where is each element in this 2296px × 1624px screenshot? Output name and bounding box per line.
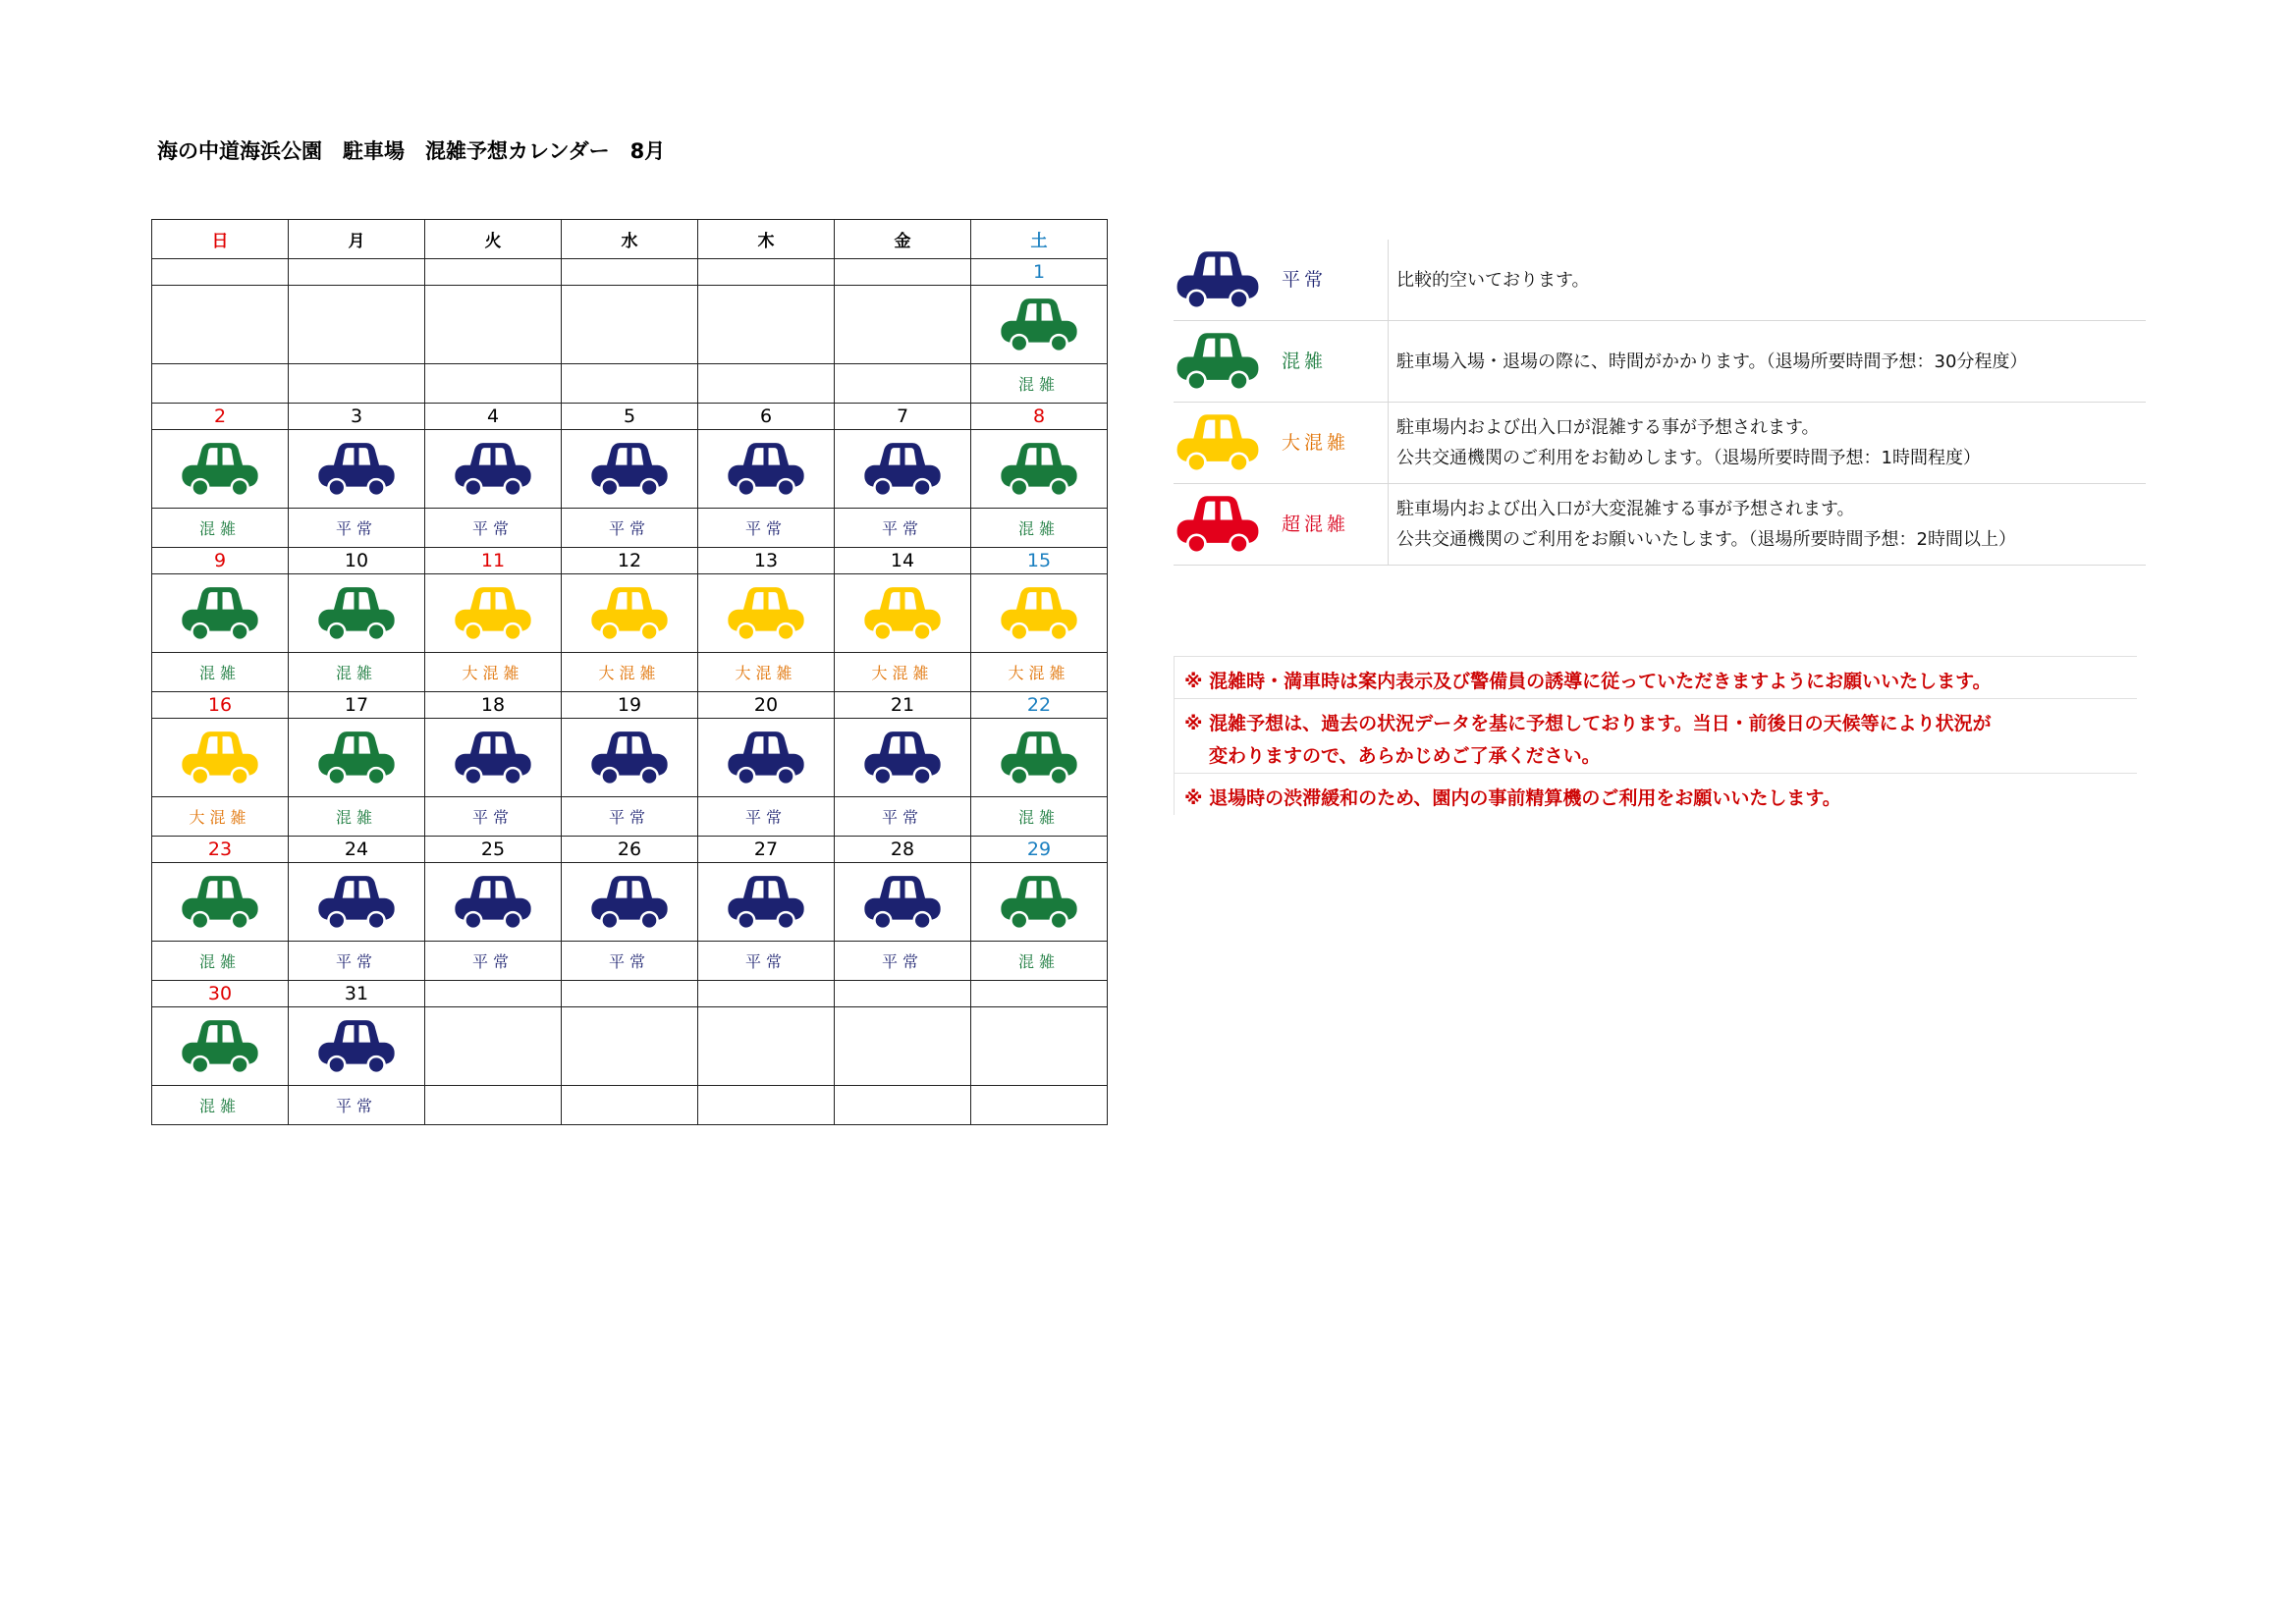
day-icon-cell bbox=[425, 719, 562, 797]
car-icon bbox=[725, 873, 807, 932]
legend-description-line: 駐車場入場・退場の際に、時間がかかります。（退場所要時間予想：30分程度） bbox=[1396, 351, 2028, 372]
day-number: 12 bbox=[562, 548, 698, 574]
day-icon-cell bbox=[289, 574, 425, 653]
day-number bbox=[425, 981, 562, 1007]
day-number: 22 bbox=[971, 692, 1108, 719]
day-icon-cell bbox=[971, 430, 1108, 509]
car-icon bbox=[452, 440, 534, 499]
calendar-table bbox=[151, 219, 1108, 1125]
day-status-label: 平常 bbox=[562, 797, 698, 837]
day-icon-cell bbox=[562, 863, 698, 942]
day-icon-cell bbox=[562, 286, 698, 364]
day-status-label bbox=[835, 1086, 971, 1125]
day-status-label: 平常 bbox=[562, 509, 698, 548]
car-icon bbox=[452, 729, 534, 787]
day-icon-cell bbox=[562, 719, 698, 797]
day-number: 11 bbox=[425, 548, 562, 574]
legend-description bbox=[1388, 240, 2143, 320]
icon-row bbox=[152, 574, 1108, 653]
car-icon bbox=[998, 296, 1080, 354]
day-status-label: 平常 bbox=[425, 942, 562, 981]
car-icon bbox=[179, 440, 261, 499]
day-status-label bbox=[425, 1086, 562, 1125]
car-icon bbox=[861, 584, 944, 643]
day-number: 7 bbox=[835, 404, 971, 430]
note-item bbox=[1175, 698, 2137, 773]
weekday-header-row bbox=[152, 220, 1108, 259]
day-icon-cell bbox=[835, 430, 971, 509]
status-row bbox=[152, 509, 1108, 548]
day-icon-cell bbox=[152, 863, 289, 942]
day-status-label: 混雑 bbox=[289, 653, 425, 692]
legend-icon bbox=[1174, 247, 1262, 312]
status-row bbox=[152, 1086, 1108, 1125]
day-status-label: 混雑 bbox=[971, 942, 1108, 981]
car-icon bbox=[179, 1017, 261, 1076]
day-icon-cell bbox=[289, 1007, 425, 1086]
day-number: 27 bbox=[698, 837, 835, 863]
day-icon-cell bbox=[289, 719, 425, 797]
weekday-header: 木 bbox=[698, 220, 835, 259]
day-status-label: 混雑 bbox=[152, 509, 289, 548]
day-status-label bbox=[152, 364, 289, 404]
day-status-label: 平常 bbox=[835, 509, 971, 548]
car-icon bbox=[315, 584, 398, 643]
day-number bbox=[425, 259, 562, 286]
day-number: 10 bbox=[289, 548, 425, 574]
icon-row bbox=[152, 430, 1108, 509]
car-icon bbox=[452, 584, 534, 643]
car-icon bbox=[315, 873, 398, 932]
day-number: 25 bbox=[425, 837, 562, 863]
car-icon bbox=[1174, 492, 1262, 557]
day-status-label bbox=[425, 364, 562, 404]
legend-icon bbox=[1174, 410, 1262, 475]
day-number: 20 bbox=[698, 692, 835, 719]
day-number: 18 bbox=[425, 692, 562, 719]
note-line: ※ 混雑時・満車時は案内表示及び警備員の誘導に従っていただきますようにお願いいたします。 bbox=[1184, 671, 1992, 692]
day-status-label: 平常 bbox=[698, 942, 835, 981]
legend-label: 平常 bbox=[1282, 269, 1328, 291]
day-number: 2 bbox=[152, 404, 289, 430]
car-icon bbox=[452, 873, 534, 932]
day-number bbox=[698, 259, 835, 286]
day-icon-cell bbox=[152, 286, 289, 364]
icon-row bbox=[152, 719, 1108, 797]
day-icon-cell bbox=[289, 430, 425, 509]
day-status-label bbox=[835, 364, 971, 404]
day-number bbox=[562, 981, 698, 1007]
day-number: 13 bbox=[698, 548, 835, 574]
day-number: 30 bbox=[152, 981, 289, 1007]
day-icon-cell bbox=[698, 430, 835, 509]
car-icon bbox=[588, 440, 671, 499]
day-number: 5 bbox=[562, 404, 698, 430]
day-status-label: 大混雑 bbox=[698, 653, 835, 692]
day-icon-cell bbox=[835, 863, 971, 942]
day-status-label: 混雑 bbox=[152, 942, 289, 981]
day-icon-cell bbox=[562, 574, 698, 653]
date-row bbox=[152, 548, 1108, 574]
legend-icon bbox=[1174, 492, 1262, 557]
legend-label: 大混雑 bbox=[1282, 432, 1350, 454]
day-number bbox=[698, 981, 835, 1007]
day-icon-cell bbox=[425, 286, 562, 364]
car-icon bbox=[861, 873, 944, 932]
day-icon-cell bbox=[698, 1007, 835, 1086]
day-status-label: 平常 bbox=[425, 509, 562, 548]
status-row bbox=[152, 942, 1108, 981]
legend-description bbox=[1388, 403, 2143, 483]
day-icon-cell bbox=[152, 1007, 289, 1086]
day-icon-cell bbox=[698, 719, 835, 797]
day-icon-cell bbox=[971, 863, 1108, 942]
car-icon bbox=[1174, 410, 1262, 475]
day-number: 8 bbox=[971, 404, 1108, 430]
day-icon-cell bbox=[835, 574, 971, 653]
car-icon bbox=[315, 440, 398, 499]
congestion-legend bbox=[1174, 240, 2146, 566]
legend-description-line: 比較的空いております。 bbox=[1396, 269, 1590, 291]
icon-row bbox=[152, 863, 1108, 942]
day-number: 29 bbox=[971, 837, 1108, 863]
weekday-header: 日 bbox=[152, 220, 289, 259]
day-icon-cell bbox=[698, 574, 835, 653]
day-number: 4 bbox=[425, 404, 562, 430]
legend-description-line: 駐車場内および出入口が大変混雑する事が予想されます。 bbox=[1396, 499, 1855, 519]
date-row bbox=[152, 692, 1108, 719]
car-icon bbox=[588, 584, 671, 643]
status-row bbox=[152, 797, 1108, 837]
day-icon-cell bbox=[562, 1007, 698, 1086]
day-number: 21 bbox=[835, 692, 971, 719]
note-item bbox=[1175, 773, 2137, 815]
day-status-label bbox=[698, 1086, 835, 1125]
note-line: ※ 退場時の渋滞緩和のため、園内の事前精算機のご利用をお願いいたします。 bbox=[1184, 787, 1841, 809]
car-icon bbox=[725, 729, 807, 787]
day-icon-cell bbox=[971, 286, 1108, 364]
day-status-label bbox=[971, 1086, 1108, 1125]
day-number: 6 bbox=[698, 404, 835, 430]
day-status-label: 平常 bbox=[698, 509, 835, 548]
car-icon bbox=[998, 873, 1080, 932]
day-number: 26 bbox=[562, 837, 698, 863]
day-number: 3 bbox=[289, 404, 425, 430]
icon-row bbox=[152, 286, 1108, 364]
car-icon bbox=[725, 440, 807, 499]
date-row bbox=[152, 981, 1108, 1007]
weekday-header: 土 bbox=[971, 220, 1108, 259]
day-status-label: 平常 bbox=[425, 797, 562, 837]
day-icon-cell bbox=[698, 286, 835, 364]
legend-row-very bbox=[1174, 403, 2146, 484]
car-icon bbox=[588, 729, 671, 787]
legend-label: 超混雑 bbox=[1282, 514, 1350, 535]
day-number: 15 bbox=[971, 548, 1108, 574]
day-status-label: 平常 bbox=[289, 509, 425, 548]
day-icon-cell bbox=[425, 430, 562, 509]
day-status-label: 平常 bbox=[289, 942, 425, 981]
day-status-label: 混雑 bbox=[971, 509, 1108, 548]
legend-row-normal bbox=[1174, 240, 2146, 321]
day-status-label: 混雑 bbox=[152, 653, 289, 692]
day-icon-cell bbox=[562, 430, 698, 509]
note-line: 変わりますので、あらかじめご了承ください。 bbox=[1209, 745, 1601, 767]
day-number bbox=[835, 259, 971, 286]
day-number: 28 bbox=[835, 837, 971, 863]
page-title: 海の中道海浜公園 駐車場 混雑予想カレンダー 8月 bbox=[157, 139, 666, 163]
legend-row-busy bbox=[1174, 321, 2146, 403]
day-status-label bbox=[562, 364, 698, 404]
day-icon-cell bbox=[835, 286, 971, 364]
day-number bbox=[971, 981, 1108, 1007]
status-row bbox=[152, 653, 1108, 692]
day-number: 19 bbox=[562, 692, 698, 719]
day-number: 17 bbox=[289, 692, 425, 719]
legend-row-super bbox=[1174, 484, 2146, 566]
day-number: 14 bbox=[835, 548, 971, 574]
day-number: 31 bbox=[289, 981, 425, 1007]
notes-section bbox=[1174, 656, 2137, 815]
car-icon bbox=[588, 873, 671, 932]
day-status-label: 平常 bbox=[289, 1086, 425, 1125]
day-status-label bbox=[698, 364, 835, 404]
car-icon bbox=[861, 729, 944, 787]
day-icon-cell bbox=[698, 863, 835, 942]
day-status-label: 平常 bbox=[835, 797, 971, 837]
legend-description-line: 公共交通機関のご利用をお願いいたします。（退場所要時間予想：2時間以上） bbox=[1396, 529, 2017, 550]
day-status-label: 混雑 bbox=[152, 1086, 289, 1125]
day-status-label: 平常 bbox=[562, 942, 698, 981]
legend-description-line: 公共交通機関のご利用をお勧めします。（退場所要時間予想：1時間程度） bbox=[1396, 448, 1982, 468]
weekday-header: 月 bbox=[289, 220, 425, 259]
car-icon bbox=[179, 584, 261, 643]
day-icon-cell bbox=[152, 719, 289, 797]
car-icon bbox=[315, 1017, 398, 1076]
car-icon bbox=[179, 729, 261, 787]
car-icon bbox=[725, 584, 807, 643]
day-status-label: 混雑 bbox=[289, 797, 425, 837]
day-status-label: 混雑 bbox=[971, 364, 1108, 404]
note-line: ※ 混雑予想は、過去の状況データを基に予想しております。当日・前後日の天候等により状況が bbox=[1184, 713, 1992, 734]
car-icon bbox=[861, 440, 944, 499]
day-status-label: 大混雑 bbox=[835, 653, 971, 692]
day-number: 24 bbox=[289, 837, 425, 863]
day-status-label: 大混雑 bbox=[971, 653, 1108, 692]
day-status-label: 大混雑 bbox=[152, 797, 289, 837]
car-icon bbox=[998, 729, 1080, 787]
car-icon bbox=[998, 584, 1080, 643]
date-row bbox=[152, 259, 1108, 286]
day-status-label: 大混雑 bbox=[425, 653, 562, 692]
note-item bbox=[1175, 656, 2137, 698]
day-status-label: 混雑 bbox=[971, 797, 1108, 837]
day-icon-cell bbox=[835, 719, 971, 797]
day-icon-cell bbox=[289, 863, 425, 942]
day-icon-cell bbox=[425, 863, 562, 942]
day-status-label: 平常 bbox=[835, 942, 971, 981]
day-icon-cell bbox=[289, 286, 425, 364]
day-number: 9 bbox=[152, 548, 289, 574]
day-number: 1 bbox=[971, 259, 1108, 286]
legend-icon bbox=[1174, 329, 1262, 394]
day-number bbox=[835, 981, 971, 1007]
day-status-label bbox=[289, 364, 425, 404]
car-icon bbox=[1174, 329, 1262, 394]
day-icon-cell bbox=[152, 574, 289, 653]
weekday-header: 火 bbox=[425, 220, 562, 259]
car-icon bbox=[179, 873, 261, 932]
legend-description-line: 駐車場内および出入口が混雑する事が予想されます。 bbox=[1396, 417, 1820, 438]
day-number bbox=[152, 259, 289, 286]
legend-description bbox=[1388, 484, 2143, 565]
car-icon bbox=[315, 729, 398, 787]
day-number bbox=[562, 259, 698, 286]
date-row bbox=[152, 404, 1108, 430]
day-number bbox=[289, 259, 425, 286]
day-icon-cell bbox=[152, 430, 289, 509]
car-icon bbox=[998, 440, 1080, 499]
date-row bbox=[152, 837, 1108, 863]
day-icon-cell bbox=[971, 574, 1108, 653]
day-status-label bbox=[562, 1086, 698, 1125]
day-status-label: 大混雑 bbox=[562, 653, 698, 692]
day-icon-cell bbox=[971, 719, 1108, 797]
status-row bbox=[152, 364, 1108, 404]
legend-label: 混雑 bbox=[1282, 351, 1328, 372]
day-icon-cell bbox=[425, 574, 562, 653]
weekday-header: 金 bbox=[835, 220, 971, 259]
day-icon-cell bbox=[971, 1007, 1108, 1086]
day-number: 23 bbox=[152, 837, 289, 863]
car-icon bbox=[1174, 247, 1262, 312]
weekday-header: 水 bbox=[562, 220, 698, 259]
legend-description bbox=[1388, 321, 2143, 402]
day-icon-cell bbox=[835, 1007, 971, 1086]
day-number: 16 bbox=[152, 692, 289, 719]
day-status-label: 平常 bbox=[698, 797, 835, 837]
icon-row bbox=[152, 1007, 1108, 1086]
day-icon-cell bbox=[425, 1007, 562, 1086]
